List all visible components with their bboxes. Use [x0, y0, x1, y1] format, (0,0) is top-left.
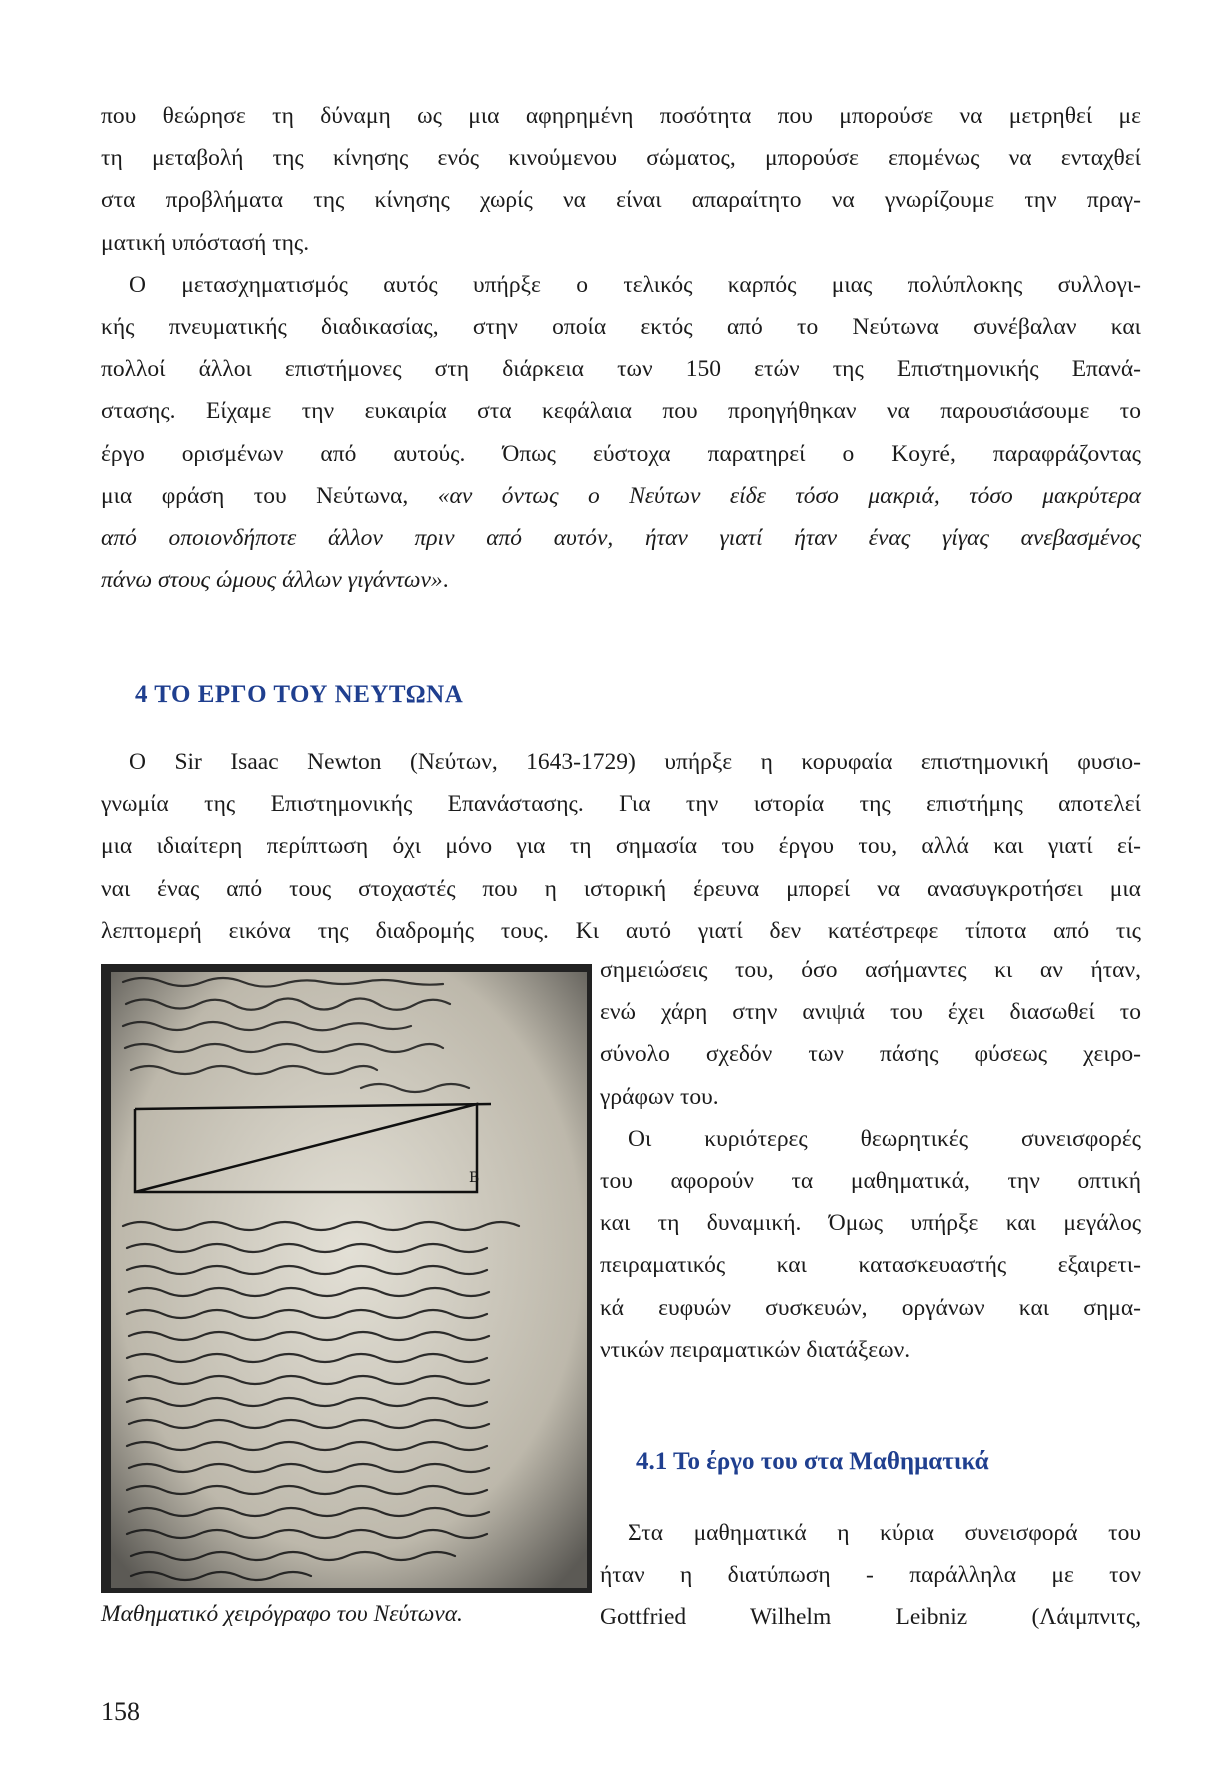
text-line: που θεώρησε τη δύναμη ως μια αφηρημένη ποσότητα που μπορούσε να μετρηθεί με: [101, 103, 1141, 129]
text-line: πολλοί άλλοι επιστήμονες στη διάρκεια των 150 ετών της Επιστημονικής Επανά-: [101, 356, 1141, 383]
intro-paragraph: [101, 95, 1141, 264]
text-line: λεπτομερή εικόνα της διαδρομής τους. Κι αυτό γιατί δεν κατέστρεφε τίποτα από τις: [101, 917, 1141, 944]
text-line: σύνολο σχεδόν των πάσης φύσεως χειρο-: [600, 1041, 1141, 1068]
text-line: σημειώσεις του, όσο ασήμαντες κι αν ήταν,: [600, 957, 1141, 983]
text-line: ναι ένας από τους στοχαστές που η ιστορική έρευνα μπορεί να ανασυγκροτήσει μια: [101, 875, 1141, 902]
newton-manuscript-image: [101, 964, 592, 1593]
text-line: ήταν η διατύπωση - παράλληλα με τον: [600, 1562, 1141, 1589]
text-line: έργο ορισμένων από αυτούς. Όπως εύστοχα παρατηρεί ο Koyré, παραφράζοντας: [101, 440, 1141, 467]
text-line: στασης. Είχαμε την ευκαιρία στα κεφάλαια που προηγήθηκαν να παρουσιάσουμε το: [101, 398, 1141, 425]
text-line: στα προβλήματα της κίνησης χωρίς να είναι απαραίτητο να γνωρίζουμε την πραγ-: [101, 187, 1141, 214]
figure-caption: Μαθηματικό χειρόγραφο του Νεύτωνα.: [101, 1601, 463, 1627]
section-text: [101, 741, 1141, 952]
subsection-text: [600, 1512, 1141, 1639]
quote-line: [101, 559, 1141, 601]
quote-intro: μια φράση του Νεύτωνα,: [101, 482, 438, 509]
text-line: πειραματικός και κατασκευαστής εξαιρετι-: [600, 1252, 1141, 1279]
manuscript-illustration: [101, 964, 592, 1593]
second-paragraph: [101, 264, 1141, 602]
text-line: του αφορούν τα μαθηματικά, την οπτική: [600, 1167, 1141, 1194]
text-line: και τη δυναμική. Όμως υπήρξε και μεγάλος: [600, 1210, 1141, 1237]
text-line: κά ευφυών συσκευών, οργάνων και σημα-: [600, 1294, 1141, 1321]
text-line: Ο Sir Isaac Newton (Νεύτων, 1643-1729) υπήρξε η κορυφαία επιστημονική φυσιο-: [129, 749, 1141, 775]
subsection-heading: 4.1 Το έργο του στα Μαθηματικά: [636, 1448, 989, 1475]
quote-end: .: [442, 567, 449, 594]
svg-text:B: B: [469, 1170, 480, 1186]
text-line: Gottfried Wilhelm Leibniz (Λάιμπνιτς,: [600, 1604, 1141, 1631]
page-number: 158: [101, 1697, 140, 1726]
quote-line: [101, 517, 1141, 559]
text-line: ενώ χάρη στην ανιψιά του έχει διασωθεί το: [600, 999, 1141, 1026]
text-line: Οι κυριότερες θεωρητικές συνεισφορές: [628, 1125, 1141, 1152]
intro-text: [101, 95, 1141, 601]
text-line: γράφων του.: [600, 1083, 719, 1110]
text-line: τη μεταβολή της κίνησης ενός κινούμενου σώματος, μπορούσε επομένως να ενταχθεί: [101, 145, 1141, 172]
text-line: Στα μαθηματικά η κύρια συνεισφορά του: [628, 1520, 1141, 1546]
section-heading: 4 ΤΟ ΕΡΓΟ ΤΟΥ ΝΕΥΤΩΝΑ: [135, 681, 464, 708]
right-column-text: [600, 949, 1141, 1371]
koyre-quote: από οποιονδήποτε άλλον πριν από αυτόν, ήταν γιατί ήταν ένας γίγας ανεβασμένος: [101, 524, 1141, 551]
text-line: ντικών πειραματικών διατάξεων.: [600, 1336, 911, 1363]
text-line: κής πνευματικής διαδικασίας, στην οποία εκτός από το Νεύτωνα συνέβαλαν και: [101, 313, 1141, 340]
quote-line: [101, 475, 1141, 517]
text-line: μια ιδιαίτερη περίπτωση όχι μόνο για τη σημασία του έργου του, αλλά και γιατί εί-: [101, 833, 1141, 860]
text-line: Ο μετασχηματισμός αυτός υπήρξε ο τελικός καρπός μιας πολύπλοκης συλλογι-: [129, 271, 1141, 298]
koyre-quote: «αν όντως ο Νεύτων είδε τόσο μακριά, τόσο μακρύτερα: [437, 482, 1141, 509]
text-line: γνωμία της Επιστημονικής Επανάστασης. Για την ιστορία της επιστήμης αποτελεί: [101, 791, 1141, 818]
koyre-quote: πάνω στους ώμους άλλων γιγάντων»: [101, 567, 443, 594]
text-line: ματική υπόστασή της.: [101, 229, 310, 256]
